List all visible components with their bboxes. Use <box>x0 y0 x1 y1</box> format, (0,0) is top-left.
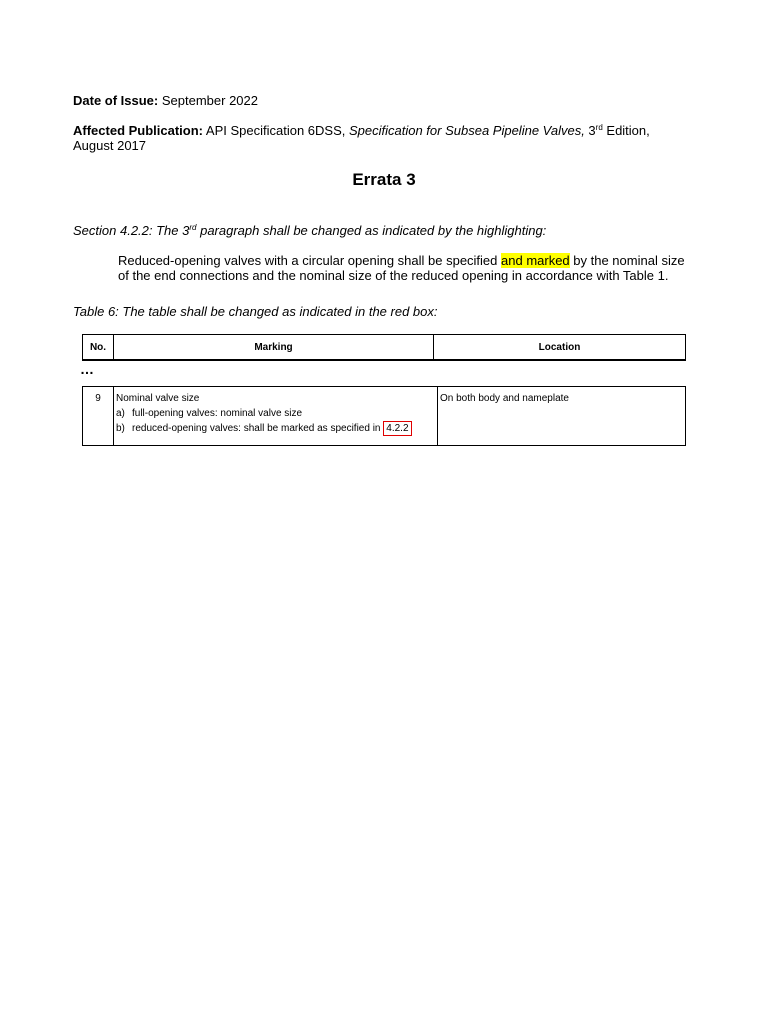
table-header <box>82 334 686 361</box>
item-a-label: a) <box>116 408 125 419</box>
marking-item-a <box>116 406 435 421</box>
row-marking <box>114 387 438 446</box>
page-title: Errata 3 <box>352 170 416 189</box>
section-note-pre: Section 4.2.2: The 3 <box>73 223 190 238</box>
red-box-reference: 4.2.2 <box>383 421 411 436</box>
section-note-post: paragraph shall be changed as indicated by the highlighting: <box>196 223 547 238</box>
date-of-issue <box>73 93 258 108</box>
pub-value: API Specification 6DSS, <box>203 123 349 138</box>
affected-publication <box>73 123 673 153</box>
pub-edition-num: 3 <box>584 123 596 138</box>
header-marking: Marking <box>114 335 434 361</box>
pub-edition-rest: Edition, August 2017 <box>73 123 650 153</box>
marking-item-b <box>116 421 435 436</box>
row-no: 9 <box>83 387 114 446</box>
row-location: On both body and nameplate <box>438 387 686 446</box>
item-a-text: full-opening valves: nominal valve size <box>132 408 303 419</box>
paragraph-highlight: and marked <box>501 253 570 268</box>
pub-title: Specification for Subsea Pipeline Valves, <box>348 123 585 138</box>
date-label: Date of Issue: <box>73 93 159 108</box>
marking-title: Nominal valve size <box>116 393 200 404</box>
section-note <box>73 223 546 238</box>
item-b-label: b) <box>116 423 125 434</box>
pub-label: Affected Publication: <box>73 123 204 138</box>
header-location: Location <box>434 335 686 361</box>
ellipsis: … <box>80 361 94 377</box>
corrected-paragraph <box>118 253 698 283</box>
date-value: September 2022 <box>158 93 258 108</box>
paragraph-pre: Reduced-opening valves with a circular opening shall be specified <box>118 253 502 268</box>
section-note-sup: rd <box>189 223 197 232</box>
paragraph-post: by the nominal size of the end connections and the nominal size of the reduced opening in accordance with Table 1. <box>118 253 685 283</box>
header-no: No. <box>83 335 114 361</box>
table-row <box>82 386 686 446</box>
pub-edition-sup: rd <box>595 123 603 132</box>
table-note: Table 6: The table shall be changed as indicated in the red box: <box>73 304 438 319</box>
item-b-text: reduced-opening valves: shall be marked as specified in <box>132 423 381 434</box>
